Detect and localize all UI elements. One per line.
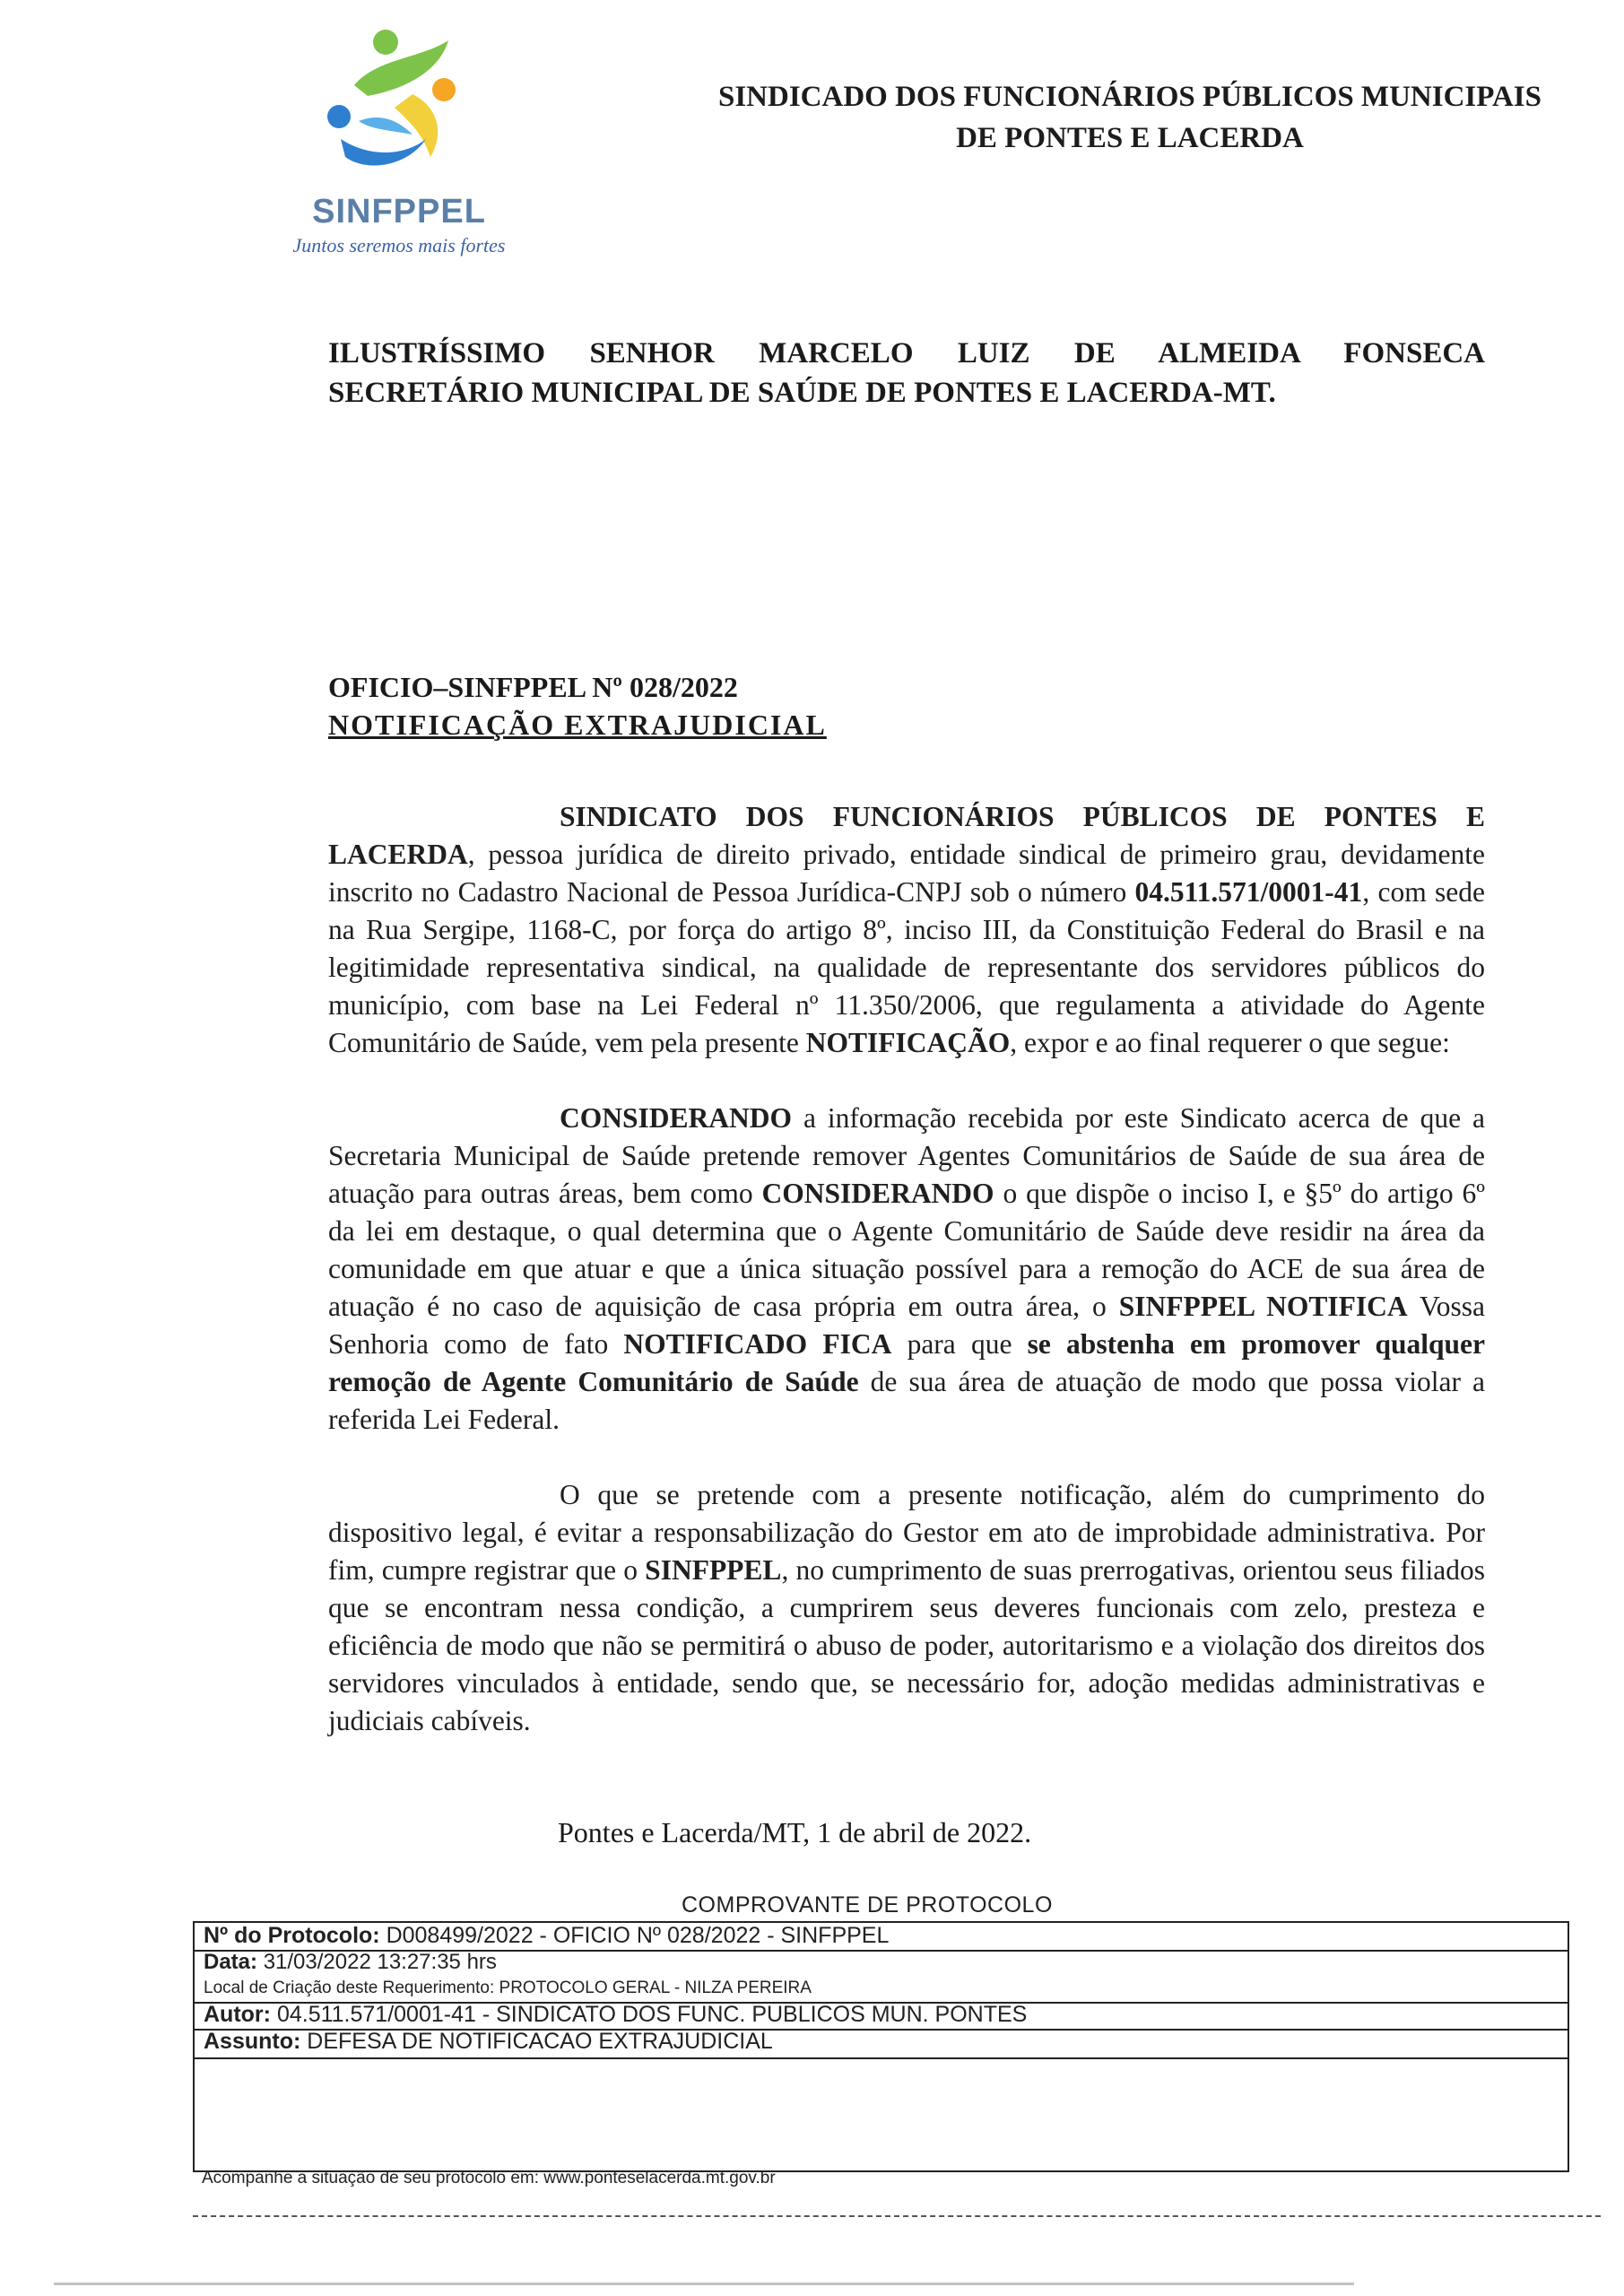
bold-text-run: SINFPPEL (645, 1554, 782, 1586)
protocol-author-value: 04.511.571/0001-41 - SINDICATO DOS FUNC. PUBLICOS MUN. PONTES (276, 2002, 1028, 2027)
protocol-author-row (204, 2002, 1027, 2028)
recipient-line-1: ILUSTRÍSSIMO SENHOR MARCELO LUIZ DE ALMEIDA FONSECA (328, 337, 1485, 370)
text-run: O que se pretende com a presente notificação, além do cumprimento do dispositivo legal, é evitar a responsabilização do Gestor em ato de improbidade administrativa. Por fim, cumpre registrar que o (328, 1479, 1485, 1586)
letter-body (328, 798, 1485, 1778)
protocol-date-label: Data: (204, 1950, 258, 1974)
text-run: a informação recebida por este Sindicato acerca de que a Secretaria Municipal de Saúde pretende remover Agentes Comunitários de Saúde de sua área de atuação para outras áreas, bem como (328, 1102, 1485, 1209)
scan-artifact-line (54, 2283, 1354, 2285)
office-number: OFICIO–SINFPPEL Nº 028/2022 (328, 671, 738, 703)
union-logo (251, 22, 547, 274)
text-run: Vossa Senhoria como de fato (328, 1291, 1485, 1360)
bold-text-run: SINDICATO DOS FUNCIONÁRIOS PÚBLICOS DE PONTES E LACERDA (328, 801, 1485, 870)
protocol-stamp (193, 1921, 1569, 2172)
protocol-subject-label: Assunto: (204, 2029, 301, 2054)
text-run: o que dispõe o inciso I, e §5º do artigo 6º da lei em destaque, o qual determina que o Agente Comunitário de Saúde deve residir na área da comunidade em que atuar e que a única situação possível para a remoção do ACE de sua área de atuação é no caso de aquisição de casa própria em outra área, o (328, 1178, 1485, 1322)
cut-line (193, 2215, 1601, 2217)
letterhead-line-2: DE PONTES E LACERDA (956, 122, 1304, 154)
protocol-location-label: Local de Criação deste Requerimento: (204, 1979, 495, 1997)
bold-text-run: NOTIFICADO FICA (623, 1328, 892, 1360)
bold-text-run: CONSIDERANDO (560, 1102, 793, 1134)
protocol-footer-text: Acompanhe a situação de seu protocolo em: (202, 2169, 540, 2187)
bold-text-run: 04.511.571/0001-41 (1134, 876, 1363, 908)
recipient-block (328, 334, 1485, 413)
logo-tagline: Juntos seremos mais fortes (292, 234, 506, 257)
recipient-line-2: SECRETÁRIO MUNICIPAL DE SAÚDE DE PONTES E LACERDA-MT. (328, 377, 1276, 409)
sinfppel-logo-icon (314, 22, 466, 175)
protocol-number-row (204, 1923, 889, 1949)
protocol-number-label: Nº do Protocolo: (204, 1923, 380, 1948)
paragraph-2 (328, 1100, 1485, 1439)
office-subject: NOTIFICAÇÃO EXTRAJUDICIAL (328, 709, 827, 741)
protocol-date-value: 31/03/2022 13:27:35 hrs (263, 1950, 497, 1974)
bold-text-run: se abstenha em promover qualquer remoção de Agente Comunitário de Saúde (328, 1328, 1485, 1397)
protocol-location-row (204, 1979, 812, 1998)
protocol-date-row (204, 1950, 497, 1975)
letterhead-title (655, 76, 1605, 159)
text-run: de sua área de atuação de modo que possa violar a referida Lei Federal. (328, 1366, 1486, 1435)
protocol-author-label: Autor: (204, 2002, 271, 2027)
text-run: , com sede na Rua Sergipe, 1168-C, por força do artigo 8º, inciso III, da Constituição Federal do Brasil e na legitimidade representativa sindical, na qualidade de representante dos servidores públicos do município, com base na Lei Federal nº 11.350/2006, que regulamenta a atividade do Agente Comunitário de Saúde, vem pela presente (328, 876, 1485, 1058)
text-run: , expor e ao final requerer o que segue: (1010, 1027, 1450, 1058)
protocol-subject-value: DEFESA DE NOTIFICACAO EXTRAJUDICIAL (307, 2029, 773, 2054)
logo-name: SINFPPEL (312, 193, 486, 230)
place-and-date: Pontes e Lacerda/MT, 1 de abril de 2022. (558, 1816, 1032, 1848)
paragraph-1 (328, 798, 1485, 1062)
text-run: , no cumprimento de suas prerrogativas, orientou seus filiados que se encontram nessa condição, a cumprirem seus deveres funcionais com zelo, presteza e eficiência de modo que não se permitirá o abuso de poder, autoritarismo e a violação dos direitos dos servidores vinculados à entidade, sendo que, se necessário for, adoção medidas administrativas e judiciais cabíveis. (328, 1554, 1485, 1736)
protocol-location-value: PROTOCOLO GERAL - NILZA PEREIRA (499, 1979, 812, 1997)
text-run: , pessoa jurídica de direito privado, entidade sindical de primeiro grau, devidamente inscrito no Cadastro Nacional de Pessoa Jurídica-CNPJ sob o número (328, 839, 1485, 908)
text-run: para que (891, 1328, 1028, 1360)
protocol-number-value: D008499/2022 - OFICIO Nº 028/2022 - SINFPPEL (386, 1923, 890, 1948)
bold-text-run: CONSIDERANDO (761, 1178, 994, 1209)
bold-text-run: SINFPPEL NOTIFICA (1118, 1291, 1408, 1322)
protocol-title: COMPROVANTE DE PROTOCOLO (682, 1892, 1053, 1918)
protocol-footer (202, 2169, 776, 2188)
office-reference (328, 668, 827, 744)
paragraph-3 (328, 1476, 1485, 1740)
divider (195, 2057, 1568, 2059)
bold-text-run: NOTIFICAÇÃO (805, 1027, 1011, 1058)
letterhead-line-1: SINDICADO DOS FUNCIONÁRIOS PÚBLICOS MUNICIPAIS (717, 81, 1541, 113)
protocol-footer-link[interactable]: www.ponteselacerda.mt.gov.br (543, 2169, 776, 2187)
protocol-subject-row (204, 2029, 773, 2055)
